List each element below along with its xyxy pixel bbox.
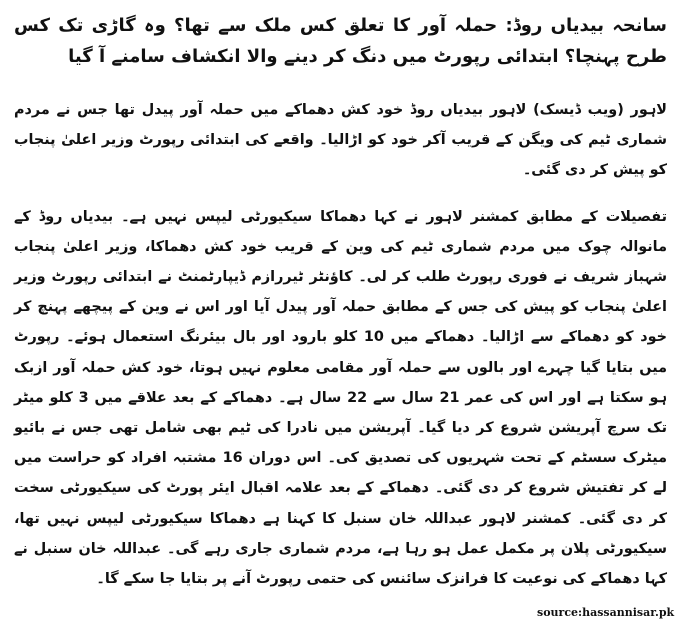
article-body-paragraph: تفصیلات کے مطابق کمشنر لاہور نے کہا دھماکا سیکیورٹی لیپس نہیں ہے۔ بیدیاں روڈ کے مانوالہ چوک میں مردم شماری ٹیم کی وین کے قریب خود کش دھماکا، وزیر اعلیٰ پنجاب شہباز شریف نے فوری رپورٹ طلب کر لی۔ کاؤنٹر ٹیررازم ڈیپارٹمنٹ نے ابتدائی رپورٹ وزیر اعلیٰ پنجاب کو پیش کی جس کے مطابق حملہ آور پیدل آیا اور اس نے وین کے پیچھے پہنچ کر خود کو دھماکے سے اڑالیا۔ دھماکے میں 10 کلو بارود اور بال بیئرنگ استعمال ہوئے۔ رپورٹ میں بتایا گیا چہرے اور بالوں سے حملہ آور مقامی معلوم نہیں ہوتا، خود کش حملہ آور ازبک ہو سکتا ہے اور اس کی عمر 21 سال سے 22 سال ہے۔ دھماکے کے بعد علاقے میں 3 کلو میٹر تک سرچ آپریشن شروع کر دیا گیا۔ آپریشن میں نادرا کی ٹیم بھی شامل تھی جس نے بائیو میٹرک سسٹم کے تحت شہریوں کی تصدیق کی۔ اس دوران 16 مشتبہ افراد کو حراست میں لے کر تفتیش شروع کر دی گئی۔ دھماکے کے بعد علامہ اقبال ایئر پورٹ کی سیکیورٹی سخت کر دی گئی۔ کمشنر لاہور عبداللہ خان سنبل کا کہنا ہے دھماکا سیکیورٹی لیپس نہیں تھا، سیکیورٹی پلان پر مکمل عمل ہو رہا ہے، مردم شماری جاری رہے گی۔ عبداللہ خان سنبل نے کہا دھماکے کی نوعیت کا فرانزک سائنس کی حتمی رپورٹ آنے پر بتایا جا سکے گا۔ bbox=[14, 208, 667, 588]
article-headline: سانحہ بیدیاں روڈ: حملہ آور کا تعلق کس ملک سے تھا؟ وہ گاڑی تک کس طرح پہنچا؟ ابتدائی رپورٹ میں دنگ کر دینے والا انکشاف سامنے آ گیا bbox=[14, 15, 667, 67]
source-credit: source:hassannisar.pk bbox=[537, 606, 675, 619]
article-intro-paragraph: لاہور (ویب ڈیسک) لاہور بیدیاں روڈ خود کش دھماکے میں حملہ آور پیدل تھا جس نے مردم شماری ٹیم کی ویگن کے قریب آکر خود کو اڑالیا۔ واقعے کی ابتدائی رپورٹ وزیر اعلیٰ پنجاب کو پیش کر دی گئی۔ bbox=[14, 102, 667, 179]
